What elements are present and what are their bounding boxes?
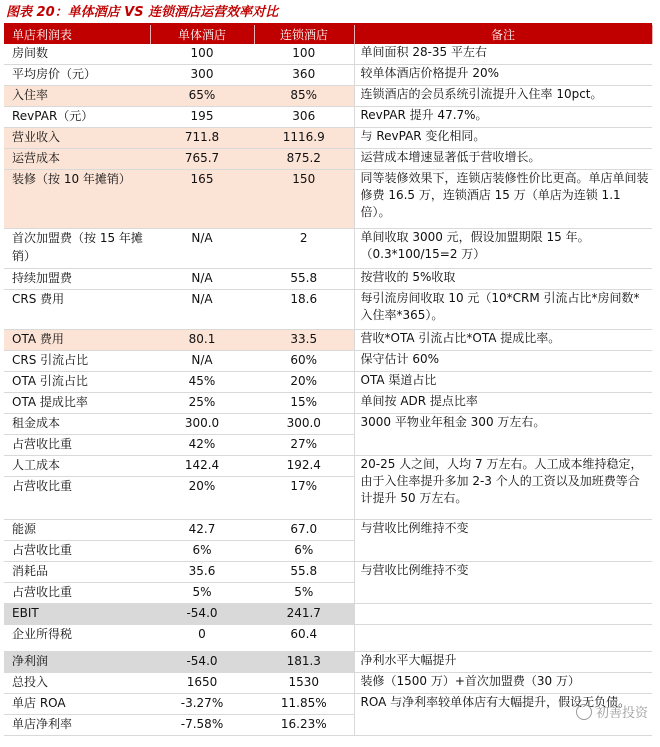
single-value: 35.6	[150, 562, 254, 583]
table-row	[4, 393, 652, 414]
row-note: 同等装修效果下，连锁店装修性价比更高。单店单间装修费 16.5 万，连锁酒店 15 万（单店为连锁 1.1 倍）。	[354, 170, 652, 229]
row-label: 占营收比重	[4, 435, 150, 456]
row-label: 能源	[4, 520, 150, 541]
comparison-table	[4, 25, 653, 736]
table-row	[4, 604, 652, 625]
row-note: 单间按 ADR 提点比率	[354, 393, 652, 414]
single-value: 195	[150, 107, 254, 128]
row-note: 装修（1500 万）+首次加盟费（30 万）	[354, 673, 652, 694]
single-value: -3.27%	[150, 694, 254, 715]
row-note: 单间收取 3000 元，假设加盟期限 15 年。（0.3*100/15=2 万）	[354, 229, 652, 269]
watermark	[576, 702, 648, 721]
chain-value: 360	[254, 65, 354, 86]
table-row	[4, 673, 652, 694]
single-value: 42.7	[150, 520, 254, 541]
row-label: 持续加盟费	[4, 269, 150, 290]
table-row	[4, 372, 652, 393]
table-row	[4, 290, 652, 330]
header-note: 备注	[354, 25, 652, 44]
single-value: N/A	[150, 269, 254, 290]
chain-value: 5%	[254, 583, 354, 604]
row-note: 与营收比例维持不变	[354, 520, 652, 562]
row-label: 平均房价（元）	[4, 65, 150, 86]
row-note: 运营成本增速显著低于营收增长。	[354, 149, 652, 170]
chain-value: 55.8	[254, 562, 354, 583]
row-label: 运营成本	[4, 149, 150, 170]
row-note: RevPAR 提升 47.7%。	[354, 107, 652, 128]
row-label: OTA 提成比率	[4, 393, 150, 414]
row-label: 首次加盟费（按 15 年摊销）	[4, 229, 150, 269]
chain-value: 16.23%	[254, 715, 354, 736]
chain-value: 241.7	[254, 604, 354, 625]
table-header-row	[4, 25, 652, 44]
row-label: OTA 引流占比	[4, 372, 150, 393]
row-label: 单店 ROA	[4, 694, 150, 715]
single-value: 142.4	[150, 456, 254, 477]
row-label: 房间数	[4, 44, 150, 65]
wechat-icon	[576, 704, 592, 720]
single-value: 42%	[150, 435, 254, 456]
single-value: 25%	[150, 393, 254, 414]
chain-value: 15%	[254, 393, 354, 414]
single-value: 765.7	[150, 149, 254, 170]
table-row	[4, 694, 652, 715]
chain-value: 875.2	[254, 149, 354, 170]
row-note: 营收*OTA 引流占比*OTA 提成比率。	[354, 330, 652, 351]
row-label: 企业所得税	[4, 625, 150, 652]
row-note: 较单体酒店价格提升 20%	[354, 65, 652, 86]
chain-value: 2	[254, 229, 354, 269]
table-row	[4, 170, 652, 229]
row-label: OTA 费用	[4, 330, 150, 351]
table-row	[4, 330, 652, 351]
row-note: 净利水平大幅提升	[354, 652, 652, 673]
single-value: 1650	[150, 673, 254, 694]
chain-value: 11.85%	[254, 694, 354, 715]
single-value: N/A	[150, 351, 254, 372]
header-label: 单店利润表	[4, 25, 150, 44]
row-note: OTA 渠道占比	[354, 372, 652, 393]
chain-value: 1116.9	[254, 128, 354, 149]
single-value: 300.0	[150, 414, 254, 435]
single-value: 711.8	[150, 128, 254, 149]
watermark-text: 初善投资	[595, 706, 648, 721]
chain-value: 55.8	[254, 269, 354, 290]
row-label: 占营收比重	[4, 541, 150, 562]
table-row	[4, 44, 652, 65]
chain-value: 181.3	[254, 652, 354, 673]
single-value: 6%	[150, 541, 254, 562]
single-value: 65%	[150, 86, 254, 107]
single-value: 100	[150, 44, 254, 65]
row-label: 装修（按 10 年摊销）	[4, 170, 150, 229]
table-row	[4, 562, 652, 583]
chain-value: 33.5	[254, 330, 354, 351]
single-value: 0	[150, 625, 254, 652]
table-row	[4, 65, 652, 86]
row-label: 占营收比重	[4, 583, 150, 604]
single-value: -54.0	[150, 604, 254, 625]
row-label: CRS 引流占比	[4, 351, 150, 372]
chain-value: 100	[254, 44, 354, 65]
single-value: N/A	[150, 229, 254, 269]
table-row	[4, 414, 652, 435]
table-row	[4, 128, 652, 149]
figure-title: 图表 20：单体酒店 VS 连锁酒店运营效率对比	[6, 5, 279, 20]
row-label: 消耗品	[4, 562, 150, 583]
table-row	[4, 269, 652, 290]
chain-value: 300.0	[254, 414, 354, 435]
row-label: 入住率	[4, 86, 150, 107]
chain-value: 150	[254, 170, 354, 229]
single-value: -7.58%	[150, 715, 254, 736]
single-value: 165	[150, 170, 254, 229]
row-note: 连锁酒店的会员系统引流提升入住率 10pct。	[354, 86, 652, 107]
row-note: 与营收比例维持不变	[354, 562, 652, 604]
table-row	[4, 107, 652, 128]
row-label: 占营收比重	[4, 477, 150, 520]
row-note: 按营收的 5%收取	[354, 269, 652, 290]
table-row	[4, 456, 652, 477]
row-note: 3000 平物业年租金 300 万左右。	[354, 414, 652, 456]
single-value: 20%	[150, 477, 254, 520]
chain-value: 67.0	[254, 520, 354, 541]
chain-value: 27%	[254, 435, 354, 456]
table-row	[4, 149, 652, 170]
chain-value: 192.4	[254, 456, 354, 477]
row-note: 与 RevPAR 变化相同。	[354, 128, 652, 149]
row-note: ROA 与净利率较单体店有大幅提升，假设无负债。	[354, 694, 652, 736]
chain-value: 17%	[254, 477, 354, 520]
row-label: 人工成本	[4, 456, 150, 477]
table-row	[4, 229, 652, 269]
header-single-hotel: 单体酒店	[150, 25, 254, 44]
row-note	[354, 625, 652, 652]
row-label: 单店净利率	[4, 715, 150, 736]
single-value: 5%	[150, 583, 254, 604]
row-note: 保守估计 60%	[354, 351, 652, 372]
row-label: 净利润	[4, 652, 150, 673]
row-note	[354, 604, 652, 625]
table-row	[4, 625, 652, 652]
single-value: 300	[150, 65, 254, 86]
single-value: N/A	[150, 290, 254, 330]
row-label: EBIT	[4, 604, 150, 625]
single-value: -54.0	[150, 652, 254, 673]
header-chain-hotel: 连锁酒店	[254, 25, 354, 44]
row-label: RevPAR（元）	[4, 107, 150, 128]
single-value: 45%	[150, 372, 254, 393]
table-row	[4, 652, 652, 673]
row-note: 单间面积 28-35 平左右	[354, 44, 652, 65]
row-label: 租金成本	[4, 414, 150, 435]
row-note: 20-25 人之间，人均 7 万左右。人工成本维持稳定，由于入住率提升多加 2-3 个人的工资以及加班费等合计提升 50 万左右。	[354, 456, 652, 520]
row-label: 营业收入	[4, 128, 150, 149]
chain-value: 20%	[254, 372, 354, 393]
row-note: 每引流房间收取 10 元（10*CRM 引流占比*房间数*入住率*365）。	[354, 290, 652, 330]
chain-value: 85%	[254, 86, 354, 107]
chain-value: 18.6	[254, 290, 354, 330]
table-row	[4, 351, 652, 372]
row-label: 总投入	[4, 673, 150, 694]
chain-value: 1530	[254, 673, 354, 694]
chain-value: 306	[254, 107, 354, 128]
single-value: 80.1	[150, 330, 254, 351]
table-row	[4, 86, 652, 107]
table-row	[4, 520, 652, 541]
chain-value: 60.4	[254, 625, 354, 652]
row-label: CRS 费用	[4, 290, 150, 330]
chain-value: 6%	[254, 541, 354, 562]
chain-value: 60%	[254, 351, 354, 372]
